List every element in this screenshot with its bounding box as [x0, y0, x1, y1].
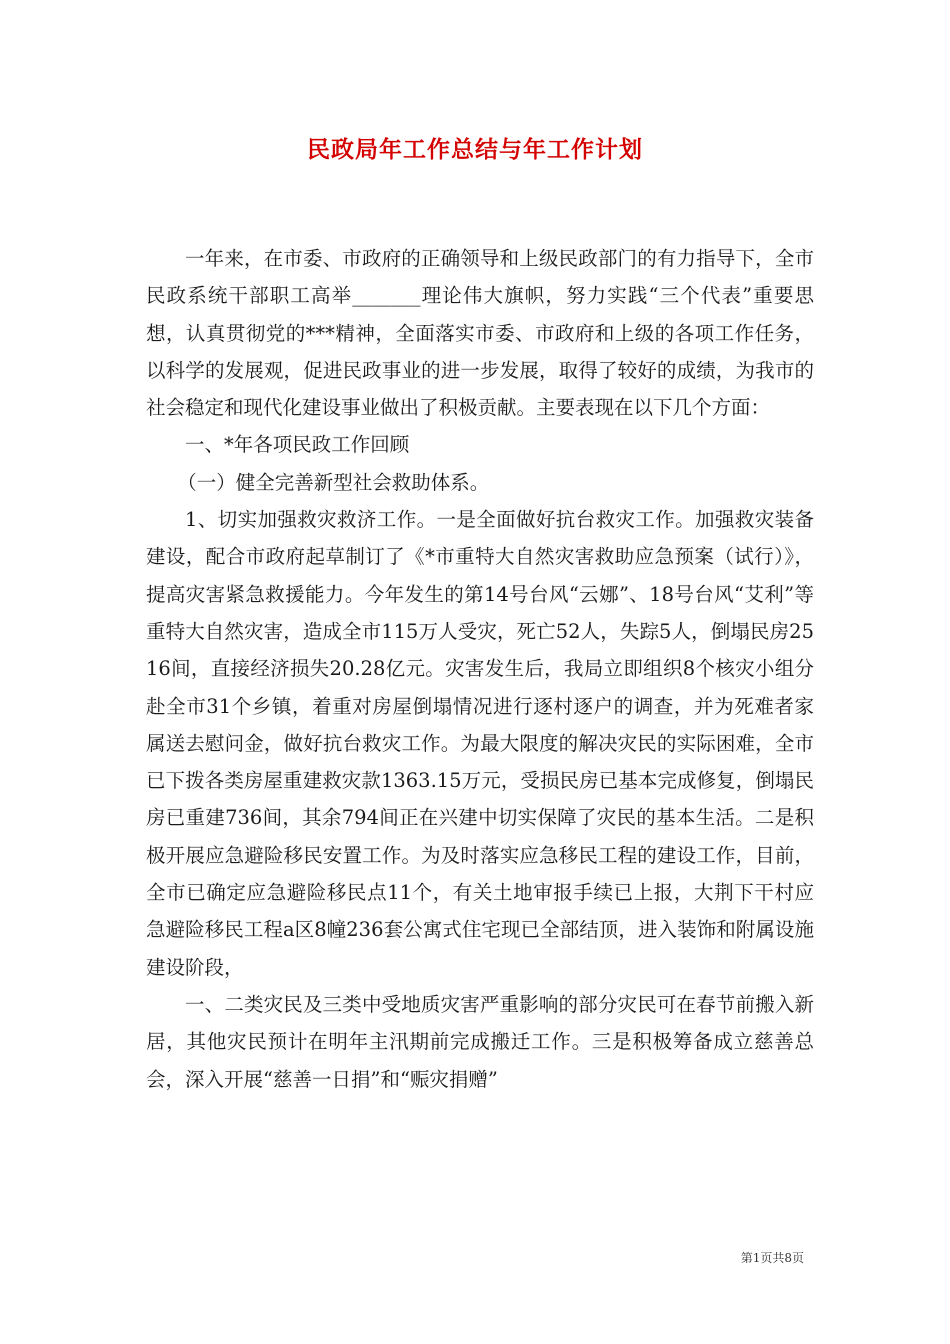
page-number: 第1页共8页 — [740, 1251, 804, 1265]
subsection-heading: （一）健全完善新型社会救助体系。 — [177, 470, 490, 494]
paragraph-intro: 一年来，在市委、市政府的正确领导和上级民政部门的有力指导下，全市民政系统干部职工高举_______理论伟大旗帜，努力实践“三个代表”重要思想，认真贯彻党的***精神，全面落实市委、市政府和上级的各项工作任务，以科学的发展观，促进民政事业的进一步发展，取得了较好的成绩，为我市的社会稳定和现代化建设事业做出了积极贡献。主要表现在以下几个方面： — [146, 247, 814, 420]
document-title: 民政局年工作总结与年工作计划 — [307, 136, 643, 163]
paragraph-disaster-relief: 1、切实加强救灾救济工作。一是全面做好抗台救灾工作。加强救灾装备建设，配合市政府起草制订了《*市重特大自然灾害救助应急预案（试行）》，提高灾害紧急救援能力。今年发生的第14号台风“云娜”、18号台风“艾利”等重特大自然灾害，造成全市115万人受灾，死亡52人，失踪5人，倒塌民房2516间，直接经济损失20.28亿元。灾害发生后，我局立即组织8个核灾小组分赴全市31个乡镇，着重对房屋倒塌情况进行逐村逐户的调查，并为死难者家属送去慰问金，做好抗台救灾工作。为最大限度的解决灾民的实际困难，全市已下拨各类房屋重建救灾款1363.15万元，受损民房已基本完成修复，倒塌民房已重建736间，其余794间正在兴建中切实保障了灾民的基本生活。二是积极开展应急避险移民安置工作。为及时落实应急移民工程的建设工作，目前，全市已确定应急避险移民点11个，有关土地审报手续已上报，大荆下干村应急避险移民工程a区8幢236套公寓式住宅现已全部结顶，进入装饰和附属设施建设阶段， — [146, 508, 814, 979]
document-body — [146, 240, 814, 1098]
paragraph-continuation: 一、二类灾民及三类中受地质灾害严重影响的部分灾民可在春节前搬入新居，其他灾民预计在明年主汛期前完成搬迁工作。三是积极筹备成立慈善总会，深入开展“慈善一日捐”和“赈灾捐赠” — [146, 992, 814, 1091]
section-heading: 一、*年各项民政工作回顾 — [185, 433, 410, 457]
